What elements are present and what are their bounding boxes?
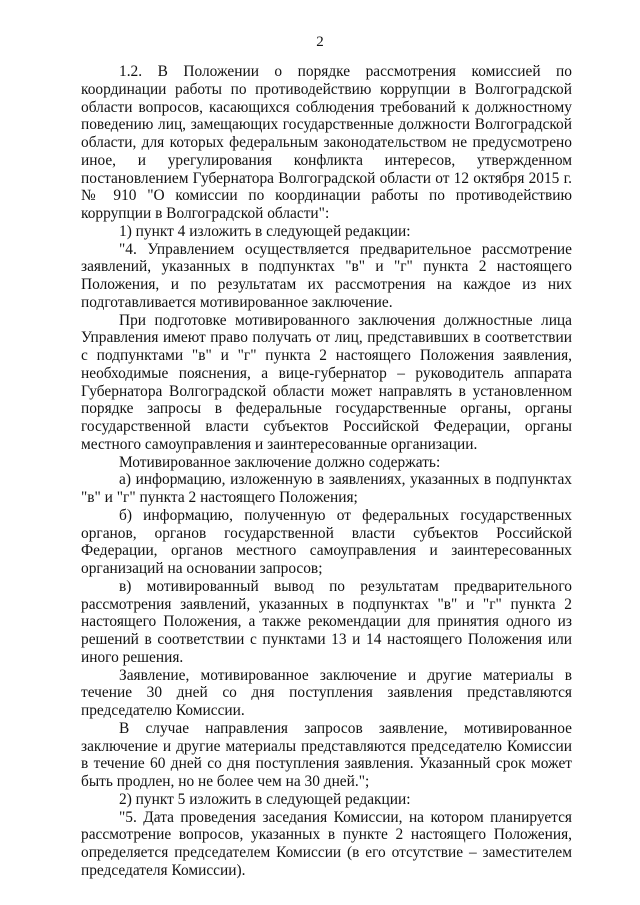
paragraph-preparation: При подготовке мотивированного заключения должностные лица Управления имеют право получать от лиц, представивших в соответствии с подпунктами "в" и "г" пункта 2 настоящего Положения заявления, необходимые пояснения, а вице-губернатор – руководитель аппарата Губернатора Волгоградской области может направлять в установленном порядке запросы в федеральные государственные органы, органы государственной власти субъектов Российской Федерации, органы местного самоуправления и заинтересованные организации. [81,311,572,453]
paragraph-subitem-v: в) мотивированный вывод по результатам предварительного рассмотрения заявлений, указанных в подпунктах "в" и "г" пункта 2 настоящего Положения, а также рекомендации для принятия одного из решений в соответствии с пунктами 13 и 14 настоящего Положения или иного решения. [81,577,572,666]
page-number: 2 [316,34,324,50]
paragraph-60-days: В случае направления запросов заявление, мотивированное заключение и другие материалы представляются председателю Комиссии в течение 60 дней со дня поступления заявления. Указанный срок может быть продлен, но не более чем на 30 дней."; [81,719,572,790]
paragraph-item-1: 1) пункт 4 изложить в следующей редакции: [119,222,411,240]
paragraph-30-days: Заявление, мотивированное заключение и другие материалы в течение 30 дней со дня поступления заявления представляются председателю Комиссии. [81,666,572,719]
paragraph-item-2: 2) пункт 5 изложить в следующей редакции: [119,790,411,808]
paragraph-point-4: "4. Управлением осуществляется предварительное рассмотрение заявлений, указанных в подпунктах "в" и "г" пункта 2 настоящего Положения, и по результатам их рассмотрения на каждое из них подготавливается мотивированное заключение. [81,240,572,311]
document-body [81,63,572,880]
paragraph-subitem-a: а) информацию, изложенную в заявлениях, указанных в подпунктах "в" и "г" пункта 2 настоящего Положения; [81,471,572,506]
paragraph-conclusion-contents: Мотивированное заключение должно содержать: [119,453,441,471]
paragraph-subitem-b: б) информацию, полученную от федеральных государственных органов, органов государственной власти субъектов Российской Федерации, органов местного самоуправления и заинтересованных организаций на основании запросов; [81,506,572,577]
paragraph-point-5: "5. Дата проведения заседания Комиссии, на котором планируется рассмотрение вопросов, указанных в пункте 2 настоящего Положения, определяется председателем Комиссии (в его отсутствие – заместителем председателя Комиссии). [81,808,572,879]
paragraph-1-2-intro: 1.2. В Положении о порядке рассмотрения комиссией по координации работы по противодействию коррупции в Волгоградской области вопросов, касающихся соблюдения требований к должностному поведению лиц, замещающих государственные должности Волгоградской области, для которых федеральным законодательством не предусмотрено иное, и урегулирования конфликта интересов, утвержденном постановлением Губернатора Волгоградской области от 12 октября 2015 г. № 910 "О комиссии по координации работы по противодействию коррупции в Волгоградской области": [81,63,572,222]
